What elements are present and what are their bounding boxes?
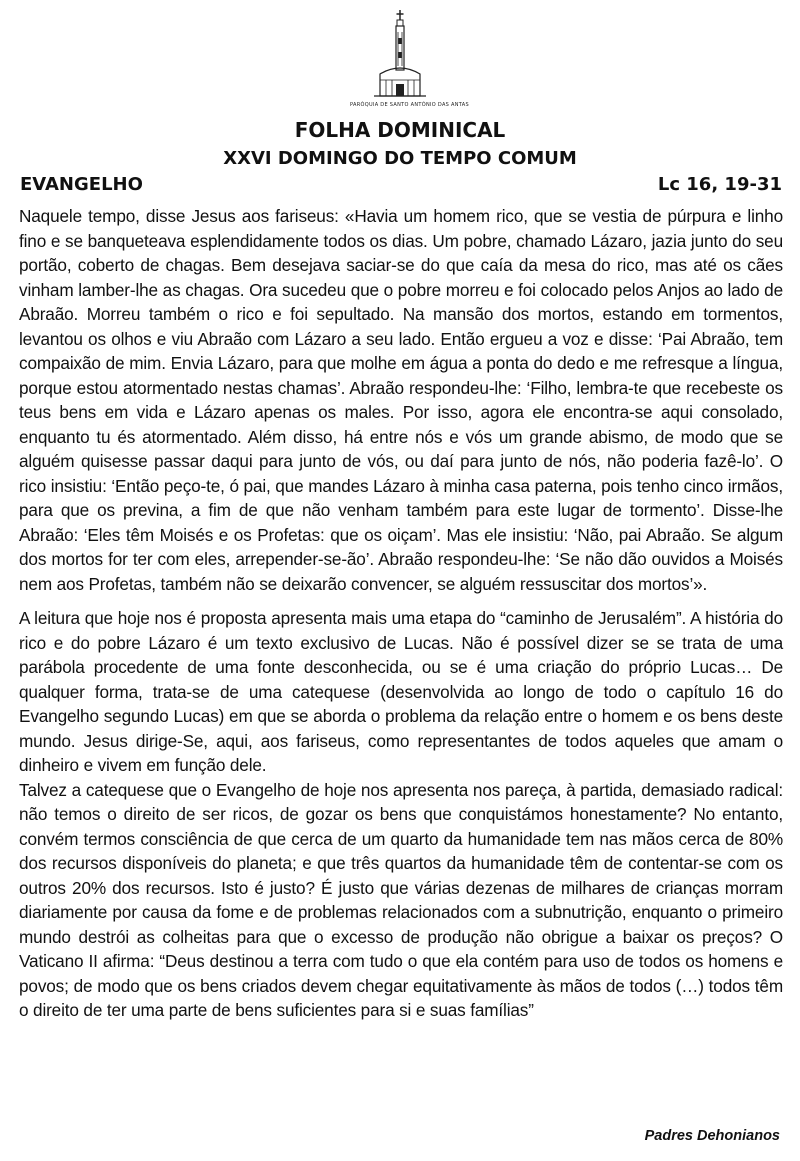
- section-label: EVANGELHO: [20, 174, 143, 195]
- page-subtitle: XXVI DOMINGO DO TEMPO COMUM: [223, 148, 577, 169]
- commentary-paragraph-2: Talvez a catequese que o Evangelho de hoje nos apresenta nos pareça, à partida, demasiado radical: não temos o direito de ser ricos, de gozar os bens que conquistámos honestamente? No entanto, convém termos consciência de que cerca de um quarto da humanidade tem nas mãos cerca de 80% dos recursos disponíveis do planeta; e que três quartos da humanidade têm de contentar-se com os outros 20% dos recursos. Isto é justo? É justo que várias dezenas de milhares de crianças morram diariamente por causa da fome e de problemas relacionados com a subnutrição, enquanto o primeiro mundo destrói as colheitas para que o excesso de produção não obrigue a baixar os preços? O Vaticano II afirma: “Deus destinou a terra com tudo o que ela contém para uso de todos os homens e povos; de modo que os bens criados devem chegar equitativamente às mãos de todos (…) todos têm o direito de ter uma parte de bens suficientes para si e suas famílias”: [19, 779, 783, 1020]
- document-body: [19, 204, 783, 1023]
- signature: Padres Dehonianos: [639, 1128, 780, 1144]
- commentary-paragraph-1: A leitura que hoje nos é proposta apresenta mais uma etapa do “caminho de Jerusalém”. A história do rico e do pobre Lázaro é um texto exclusivo de Lucas. Não é possível dizer se se trata de uma parábola procedente de uma fonte desconhecida, ou se é uma criação do próprio Lucas… De qualquer forma, trata-se de uma catequese (desenvolvida ao longo de todo o capítulo 16 do Evangelho segundo Lucas) em que se aborda o problema da relação entre o homem e os bens deste mundo. Jesus dirige-Se, aqui, aos fariseus, como representantes de todos aqueles que amam o dinheiro e vivem em função dele.: [19, 608, 783, 775]
- gospel-text: Naquele tempo, disse Jesus aos fariseus: «Havia um homem rico, que se vestia de púrpura e linho fino e se banqueteava esplendidamente todos os dias. Um pobre, chamado Lázaro, jazia junto do seu portão, coberto de chagas. Bem desejava saciar-se do que caía da mesa do rico, mas até os cães vinham lamber-lhe as chagas. Ora sucedeu que o pobre morreu e foi colocado pelos Anjos ao lado de Abraão. Morreu também o rico e foi sepultado. Na mansão dos mortos, estando em tormentos, levantou os olhos e viu Abraão com Lázaro a seu lado. Então ergueu a voz e disse: ‘Pai Abraão, tem compaixão de mim. Envia Lázaro, para que molhe em água a ponta do dedo e me refresque a língua, porque estou atormentado nestas chamas’. Abraão respondeu-lhe: ‘Filho, lembra-te que recebeste os teus bens em vida e Lázaro apenas os males. Por isso, agora ele encontra-se aqui consolado, enquanto tu és atormentado. Além disso, há entre nós e vós um grande abismo, de modo que se alguém quisesse passar daqui para junto de vós, ou daí para junto de nós, não poderia fazê-lo’. O rico insistiu: ‘Então peço-te, ó pai, que mandes Lázaro à minha casa paterna, pois tenho cinco irmãos, para que os previna, a fim de que não venham também para este lugar de tormento’. Disse-lhe Abraão: ‘Eles têm Moisés e os Profetas: que os oiçam’. Mas ele insistiu: ‘Não, pai Abraão. Se algum dos mortos for ter com eles, arrepender-se-ão’. Abraão respondeu-lhe: ‘Se não dão ouvidos a Moisés nem aos Profetas, também não se deixarão convencer, se alguém ressuscitar dos mortos’».: [19, 206, 783, 594]
- scripture-reference: Lc 16, 19-31: [657, 174, 782, 195]
- parish-logo: [350, 8, 469, 108]
- church-tower-icon: [370, 8, 430, 100]
- parish-name: PARÓQUIA DE SANTO ANTÓNIO DAS ANTAS: [350, 102, 469, 108]
- page-title: FOLHA DOMINICAL: [294, 118, 506, 142]
- section-header: [20, 174, 782, 198]
